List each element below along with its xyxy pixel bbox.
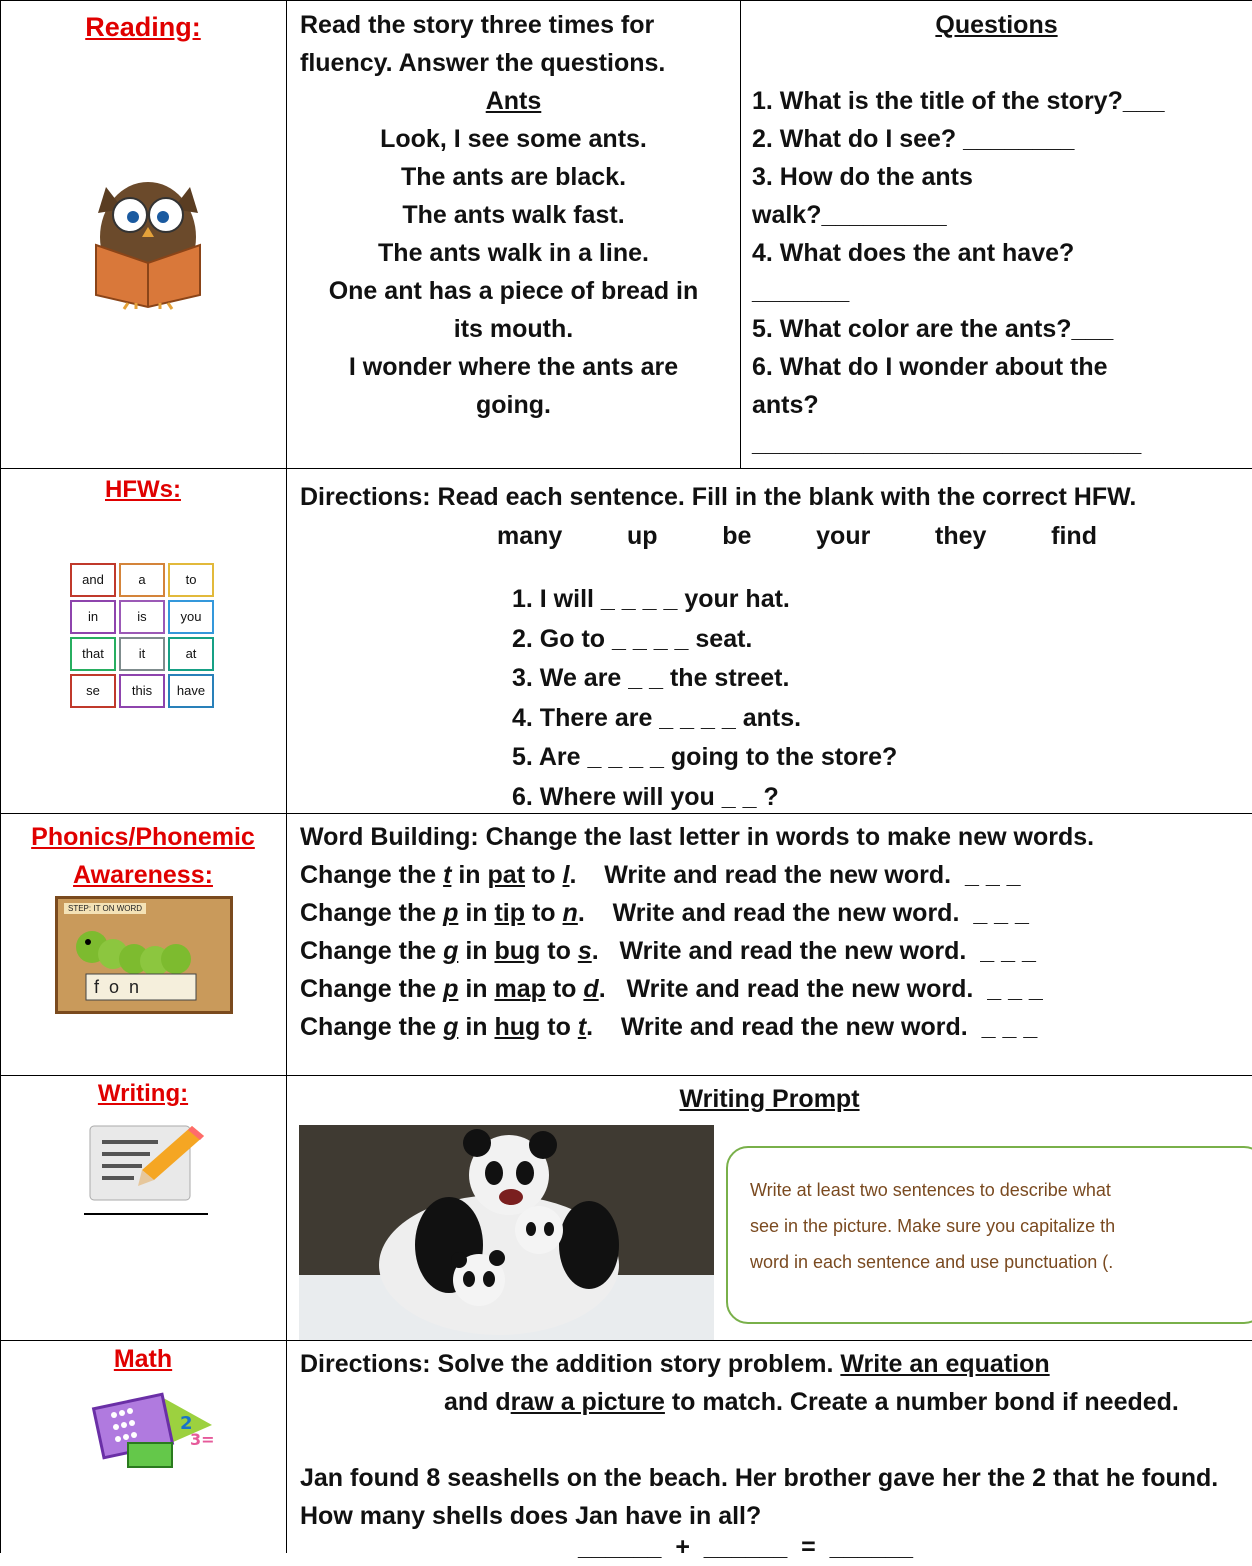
grid-word: and <box>70 563 116 597</box>
grid-word: a <box>119 563 165 597</box>
story-line: Look, I see some ants. <box>380 125 647 153</box>
hfw-sentence: 4. There are _ _ _ _ ants. <box>512 703 802 732</box>
question-line: 2. What do I see? ________ <box>752 125 1075 153</box>
base-word: pat <box>487 861 526 889</box>
question-line: _______ <box>752 277 850 305</box>
panda-photo <box>299 1125 714 1340</box>
hfw-directions: Directions: Read each sentence. Fill in the blank with the correct HFW. <box>300 483 1137 511</box>
phonics-task: Write and read the new word. <box>612 899 960 927</box>
reading-instructions: Read the story three times for <box>300 11 655 39</box>
row-divider <box>0 1340 1252 1341</box>
grid-word: se <box>70 674 116 708</box>
word-bank-item: your <box>816 522 871 550</box>
reading-instructions: fluency. Answer the questions. <box>300 49 666 77</box>
old-letter: p <box>443 899 459 927</box>
base-word: bug <box>494 937 541 965</box>
word-bank-item: they <box>935 522 987 550</box>
svg-text:2: 2 <box>180 1413 193 1434</box>
word-bank-item: find <box>1051 522 1097 550</box>
writing-prompt-header: Writing Prompt <box>679 1085 860 1113</box>
hfw-title: HFWs: <box>105 476 181 503</box>
row-divider <box>0 1075 1252 1076</box>
math-problem: How many shells does Jan have in all? <box>300 1502 762 1530</box>
phonics-task: Write and read the new word. <box>626 975 974 1003</box>
grid-word: to <box>168 563 214 597</box>
abacus-math-icon <box>88 1385 218 1482</box>
callout-line: word in each sentence and use punctuation (. <box>750 1252 1114 1272</box>
phonics-directions: Word Building: Change the last letter in words to make new words. <box>300 823 1095 851</box>
word-bank-item: many <box>497 522 563 550</box>
math-problem: Jan found 8 seashells on the beach. Her brother gave her the 2 that he found. <box>300 1464 1219 1492</box>
new-letter: l <box>562 861 570 889</box>
story-title: Ants <box>485 87 542 115</box>
word-bank <box>497 517 1097 555</box>
caterpillar-picture <box>55 896 233 1014</box>
story-line: The ants walk fast. <box>402 201 625 229</box>
picture-caption: STEP: IT ON WORD <box>64 903 146 914</box>
answer-blank: _ _ _ <box>973 899 1029 927</box>
column-divider <box>740 0 741 468</box>
base-word: hug <box>494 1013 541 1041</box>
hfw-sentence: 5. Are _ _ _ _ going to the store? <box>512 743 898 771</box>
questions-list <box>752 82 1165 462</box>
owl-reading-icon <box>78 165 218 315</box>
old-letter: g <box>443 937 459 965</box>
question-line: 4. What does the ant have? <box>752 239 1075 267</box>
grid-word: you <box>168 600 214 634</box>
phonics-task: Write and read the new word. <box>619 937 967 965</box>
callout-line: Write at least two sentences to describe what <box>750 1180 1111 1200</box>
question-line: ____________________________ <box>752 429 1142 457</box>
svg-text:3=: 3= <box>190 1430 215 1449</box>
answer-blank: _ _ _ <box>981 1013 1038 1041</box>
phonics-title-line: Phonics/Phonemic <box>31 823 255 851</box>
phonics-row: Change the p in tip to n. Write and read the new word. _ _ _ <box>300 899 1029 927</box>
question-line: 1. What is the title of the story?___ <box>752 87 1165 115</box>
phonics-row: Change the g in hug to t. Write and read the new word. _ _ _ <box>300 1013 1038 1041</box>
story-line: One ant has a piece of bread in <box>328 277 699 305</box>
grid-word: have <box>168 674 214 708</box>
hfw-sentences <box>512 580 897 817</box>
table-border-top <box>0 0 1252 1</box>
phonics-row: Change the t in pat to l. Write and read the new word. _ _ _ <box>300 861 1021 889</box>
phonics-task: Write and read the new word. <box>604 861 952 889</box>
grid-word: at <box>168 637 214 671</box>
questions-header: Questions <box>935 11 1058 39</box>
phonics-row: Change the p in map to d. Write and read the new word. _ _ _ <box>300 975 1043 1003</box>
math-directions: Directions: Solve the addition story problem. Write an equation <box>300 1350 1050 1378</box>
word-bank-item: be <box>722 522 752 550</box>
question-line: ants? <box>752 391 819 419</box>
word-bank-item: up <box>627 522 658 550</box>
new-letter: s <box>577 937 592 965</box>
math-title: Math <box>113 1345 173 1373</box>
story-line: The ants walk in a line. <box>378 239 649 267</box>
reading-title: Reading: <box>85 12 201 42</box>
answer-blank: _ _ _ <box>987 975 1043 1003</box>
grid-word: in <box>70 600 116 634</box>
story-line: going. <box>476 391 551 419</box>
row-divider <box>0 468 1252 469</box>
equation-blanks: ______ + ______ = ______ <box>578 1533 914 1561</box>
phonics-rows <box>300 856 1043 1046</box>
new-letter: n <box>562 899 578 927</box>
callout-line: see in the picture. Make sure you capitalize th <box>750 1216 1116 1236</box>
hfw-word-grid <box>70 563 218 708</box>
grid-word: is <box>119 600 165 634</box>
hfw-sentence: 6. Where will you _ _ ? <box>512 782 779 811</box>
old-letter: p <box>443 975 459 1003</box>
phonics-title-line: Awareness: <box>73 861 213 889</box>
writing-prompt-callout <box>726 1146 1252 1324</box>
question-line: 6. What do I wonder about the <box>752 353 1108 381</box>
question-line: 3. How do the ants <box>752 163 973 191</box>
notepad-pencil-icon <box>88 1120 206 1207</box>
question-line: 5. What color are the ants?___ <box>752 315 1114 343</box>
phonics-title <box>0 818 286 894</box>
math-directions: and draw a picture to match. Create a number bond if needed. <box>444 1388 1179 1416</box>
new-letter: t <box>577 1013 587 1041</box>
story-line: I wonder where the ants are <box>348 353 679 381</box>
new-letter: d <box>583 975 599 1003</box>
answer-blank: _ _ _ <box>980 937 1036 965</box>
picture-letters: f o n <box>94 977 140 997</box>
grid-word: it <box>119 637 165 671</box>
base-word: map <box>494 975 546 1003</box>
story-text <box>287 120 740 424</box>
hfw-sentence: 3. We are _ _ the street. <box>512 664 790 692</box>
writing-underline <box>84 1213 208 1215</box>
phonics-task: Write and read the new word. <box>620 1013 968 1041</box>
answer-blank: _ _ _ <box>964 861 1021 889</box>
grid-word: that <box>70 637 116 671</box>
old-letter: g <box>443 1013 459 1041</box>
grid-word: this <box>119 674 165 708</box>
question-line: walk?_________ <box>752 201 947 229</box>
story-line: The ants are black. <box>400 163 627 191</box>
table-border-left <box>0 0 1 1553</box>
phonics-row: Change the g in bug to s. Write and read the new word. _ _ _ <box>300 937 1036 965</box>
story-line: its mouth. <box>453 315 574 343</box>
base-word: tip <box>494 899 526 927</box>
hfw-sentence: 1. I will _ _ _ _ your hat. <box>512 585 790 613</box>
writing-title: Writing: <box>97 1080 189 1107</box>
hfw-sentence: 2. Go to _ _ _ _ seat. <box>512 624 753 653</box>
old-letter: t <box>443 861 452 889</box>
